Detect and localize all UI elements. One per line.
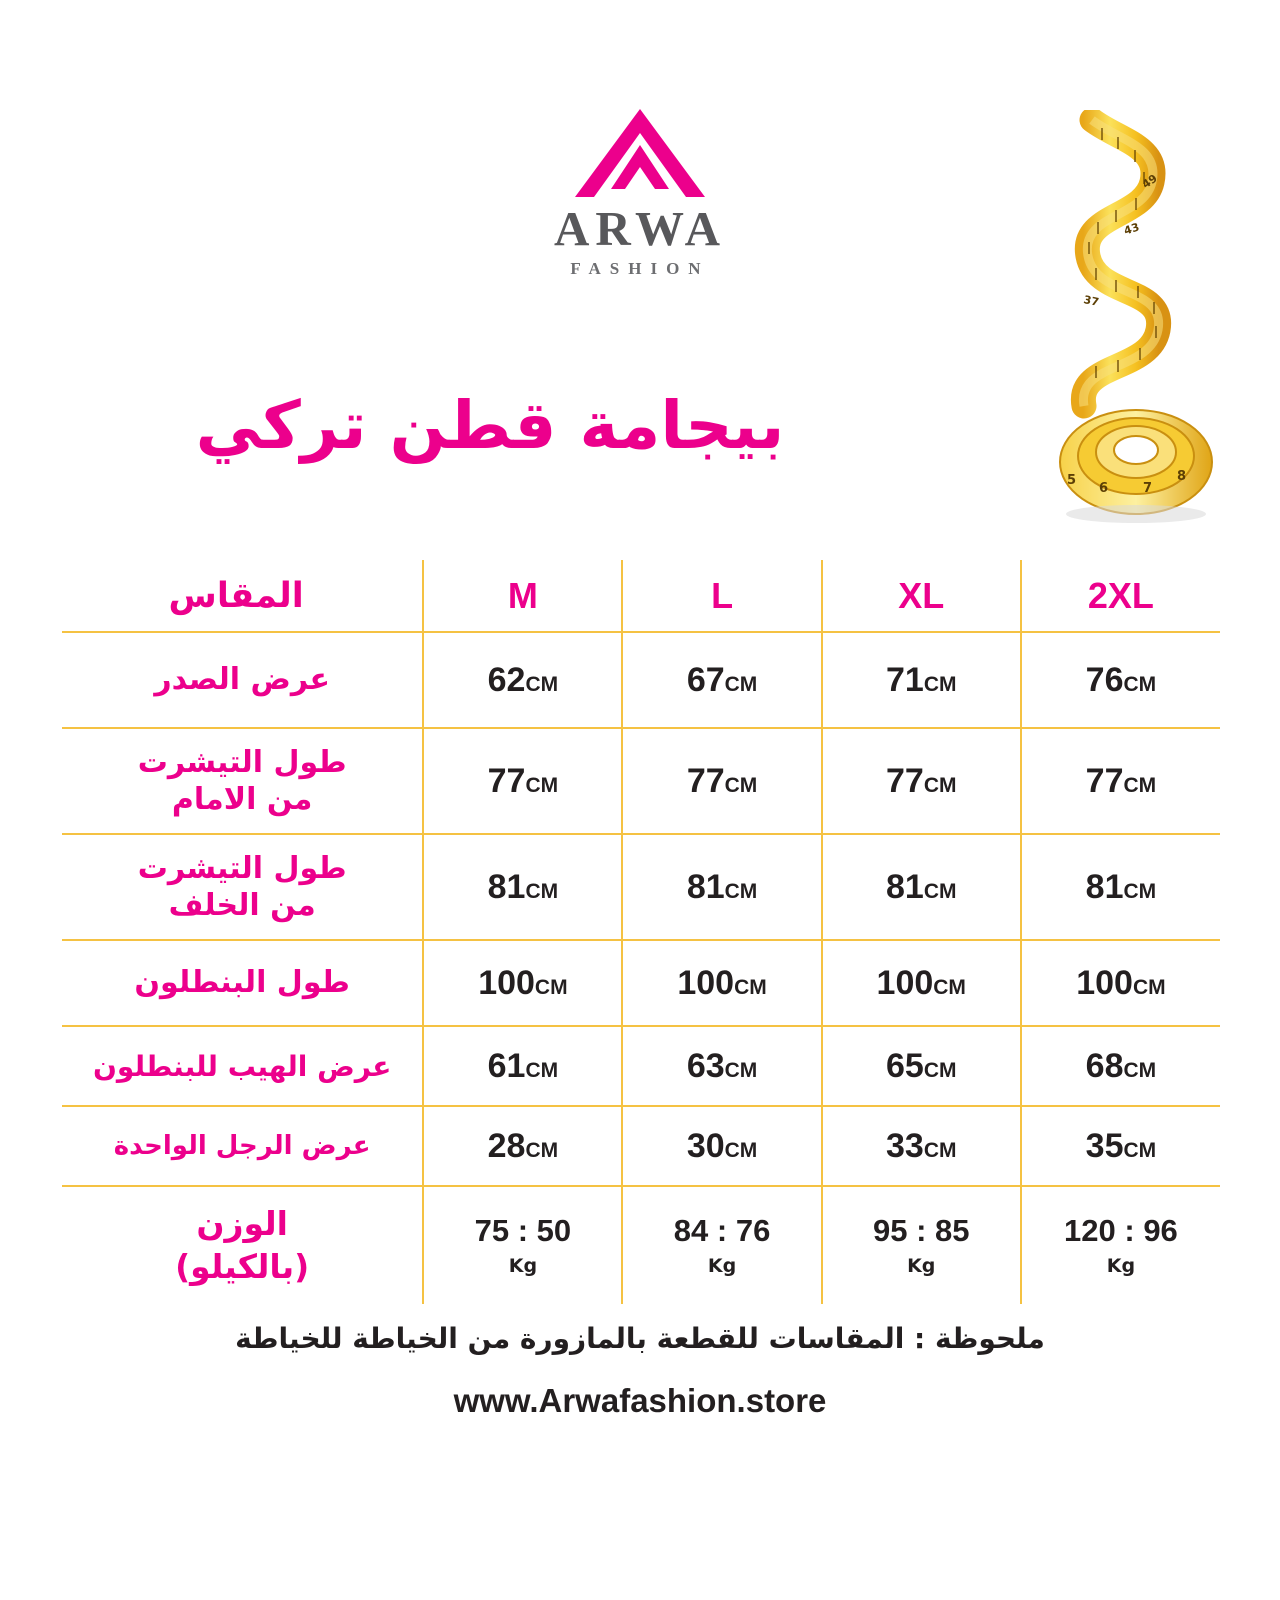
table-row xyxy=(62,728,1220,834)
row-label-chest: عرض الصدر xyxy=(62,632,423,728)
cell-shirt-front-2xl: 77CM xyxy=(1021,728,1220,834)
table-row xyxy=(62,1186,1220,1304)
row-label-shirt-back: طول التيشرت من الخلف xyxy=(62,834,423,940)
cell-weight-m: 50 : 75 Kg xyxy=(423,1186,622,1304)
cell-hip-m: 61CM xyxy=(423,1026,622,1106)
cell-leg-xl: 33CM xyxy=(822,1106,1021,1186)
cell-chest-2xl: 76CM xyxy=(1021,632,1220,728)
brand-name: ARWA xyxy=(553,201,726,256)
cell-shirt-back-l: 81CM xyxy=(622,834,821,940)
header-size-2xl: 2XL xyxy=(1021,560,1220,632)
header-size-m: M xyxy=(423,560,622,632)
cell-leg-2xl: 35CM xyxy=(1021,1106,1220,1186)
website-url[interactable]: www.Arwafashion.store xyxy=(453,1382,827,1419)
size-chart-table xyxy=(62,560,1220,1304)
cell-shirt-front-l: 77CM xyxy=(622,728,821,834)
cell-shirt-back-2xl: 81CM xyxy=(1021,834,1220,940)
cell-hip-2xl: 68CM xyxy=(1021,1026,1220,1106)
cell-shirt-back-m: 81CM xyxy=(423,834,622,940)
cell-chest-m: 62CM xyxy=(423,632,622,728)
row-label-shirt-front: طول التيشرت من الامام xyxy=(62,728,423,834)
cell-shirt-back-xl: 81CM xyxy=(822,834,1021,940)
brand-tagline: FASHION xyxy=(570,259,710,278)
svg-text:43: 43 xyxy=(1122,220,1141,238)
cell-trouser-length-2xl: 100CM xyxy=(1021,940,1220,1026)
svg-text:6: 6 xyxy=(1098,481,1108,496)
cell-weight-xl: 85 : 95 Kg xyxy=(822,1186,1021,1304)
svg-text:8: 8 xyxy=(1176,469,1186,484)
cell-trouser-length-m: 100CM xyxy=(423,940,622,1026)
cell-trouser-length-l: 100CM xyxy=(622,940,821,1026)
cell-leg-m: 28CM xyxy=(423,1106,622,1186)
measurement-note: ملحوظة : المقاسات للقطعة بالمازورة من الخياطة للخياطة xyxy=(235,1322,1045,1355)
table-row xyxy=(62,1026,1220,1106)
table-row xyxy=(62,1106,1220,1186)
arwa-peak-logo-icon xyxy=(565,105,715,200)
measuring-tape-illustration-icon xyxy=(1040,110,1230,540)
table-header-row xyxy=(62,560,1220,632)
cell-shirt-front-xl: 77CM xyxy=(822,728,1021,834)
cell-shirt-front-m: 77CM xyxy=(423,728,622,834)
cell-hip-xl: 65CM xyxy=(822,1026,1021,1106)
svg-text:5: 5 xyxy=(1066,473,1076,488)
header-size-xl: XL xyxy=(822,560,1021,632)
svg-text:49: 49 xyxy=(1139,171,1160,192)
svg-text:37: 37 xyxy=(1082,293,1101,309)
page-title: بيجامة قطن تركي xyxy=(195,387,785,464)
row-label-weight: الوزن (بالكيلو) xyxy=(175,1203,310,1286)
cell-chest-l: 67CM xyxy=(622,632,821,728)
cell-trouser-length-xl: 100CM xyxy=(822,940,1021,1026)
cell-weight-l: 76 : 84 Kg xyxy=(622,1186,821,1304)
svg-text:7: 7 xyxy=(1142,481,1152,496)
cell-weight-2xl: 96 : 120 Kg xyxy=(1021,1186,1220,1304)
cell-chest-xl: 71CM xyxy=(822,632,1021,728)
table-row xyxy=(62,834,1220,940)
header-size-l: L xyxy=(622,560,821,632)
table-row xyxy=(62,940,1220,1026)
row-label-trouser-length: طول البنطلون xyxy=(62,940,423,1026)
cell-hip-l: 63CM xyxy=(622,1026,821,1106)
cell-leg-l: 30CM xyxy=(622,1106,821,1186)
table-row xyxy=(62,632,1220,728)
row-label-leg: عرض الرجل الواحدة xyxy=(62,1106,423,1186)
row-label-hip: عرض الهيب للبنطلون xyxy=(62,1026,423,1106)
header-measure-label: المقاس xyxy=(62,560,423,632)
